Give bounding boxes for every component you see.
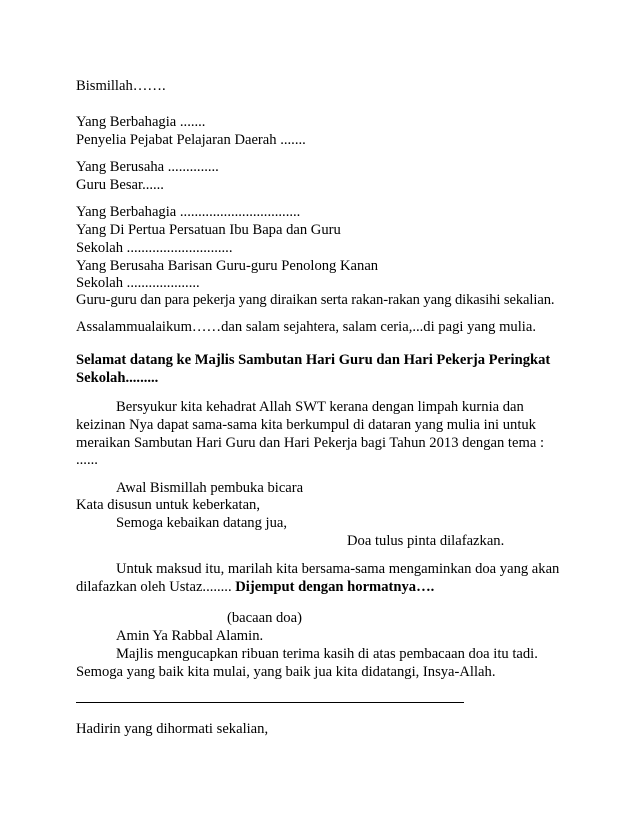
bacaan-doa-line: (bacaan doa) bbox=[227, 610, 302, 626]
greeting-line: Sekolah .................... bbox=[76, 275, 200, 291]
greeting-line: Yang Berbahagia ................................. bbox=[76, 204, 301, 220]
salam-line: Assalammualaikum……dan salam sejahtera, salam ceria,...di pagi yang mulia. bbox=[76, 319, 536, 335]
greeting-line: Yang Berbahagia ....... bbox=[76, 114, 206, 130]
heading-line: Selamat datang ke Majlis Sambutan Hari Guru dan Hari Pekerja Peringkat bbox=[76, 352, 551, 368]
paragraph-line: Untuk maksud itu, marilah kita bersama-sama mengaminkan doa yang akan bbox=[116, 561, 560, 577]
greeting-line: Penyelia Pejabat Pelajaran Daerah ....... bbox=[76, 132, 306, 148]
amin-line: Amin Ya Rabbal Alamin. bbox=[116, 628, 264, 644]
pantun-line: Awal Bismillah pembuka bicara bbox=[116, 480, 304, 496]
paragraph-line bbox=[76, 578, 434, 596]
paragraph-line: meraikan Sambutan Hari Guru dan Hari Pekerja bagi Tahun 2013 dengan tema : bbox=[76, 435, 544, 451]
pantun-line: Kata disusun untuk keberkatan, bbox=[76, 497, 260, 513]
greeting-line: Sekolah ............................. bbox=[76, 240, 233, 256]
paragraph-line: keizinan Nya dapat sama-sama kita berkumpul di dataran yang mulia ini untuk bbox=[76, 417, 536, 433]
greeting-line: Guru Besar...... bbox=[76, 177, 164, 193]
closing-line: Majlis mengucapkan ribuan terima kasih di atas pembacaan doa itu tadi. bbox=[116, 646, 538, 662]
horizontal-rule bbox=[76, 702, 464, 703]
paragraph-text: dilafazkan oleh Ustaz........ bbox=[76, 579, 236, 595]
heading-line: Sekolah......... bbox=[76, 370, 159, 386]
closing-line: Semoga yang baik kita mulai, yang baik jua kita didatangi, Insya-Allah. bbox=[76, 664, 496, 680]
greeting-line: Yang Berusaha Barisan Guru-guru Penolong Kanan bbox=[76, 258, 379, 274]
hadirin-line: Hadirin yang dihormati sekalian, bbox=[76, 721, 269, 737]
paragraph-line: Bersyukur kita kehadrat Allah SWT kerana dengan limpah kurnia dan bbox=[116, 399, 524, 415]
pantun-line: Semoga kebaikan datang jua, bbox=[116, 515, 288, 531]
pantun-line: Doa tulus pinta dilafazkan. bbox=[347, 533, 505, 549]
bismillah-line: Bismillah……. bbox=[76, 78, 166, 94]
greeting-line: Yang Di Pertua Persatuan Ibu Bapa dan Guru bbox=[76, 222, 341, 238]
greeting-line: Guru-guru dan para pekerja yang diraikan serta rakan-rakan yang dikasihi sekalian. bbox=[76, 292, 555, 308]
greeting-line: Yang Berusaha .............. bbox=[76, 159, 219, 175]
paragraph-line: ...... bbox=[76, 452, 98, 468]
invitation-text: Dijemput dengan hormatnya…. bbox=[235, 579, 435, 595]
